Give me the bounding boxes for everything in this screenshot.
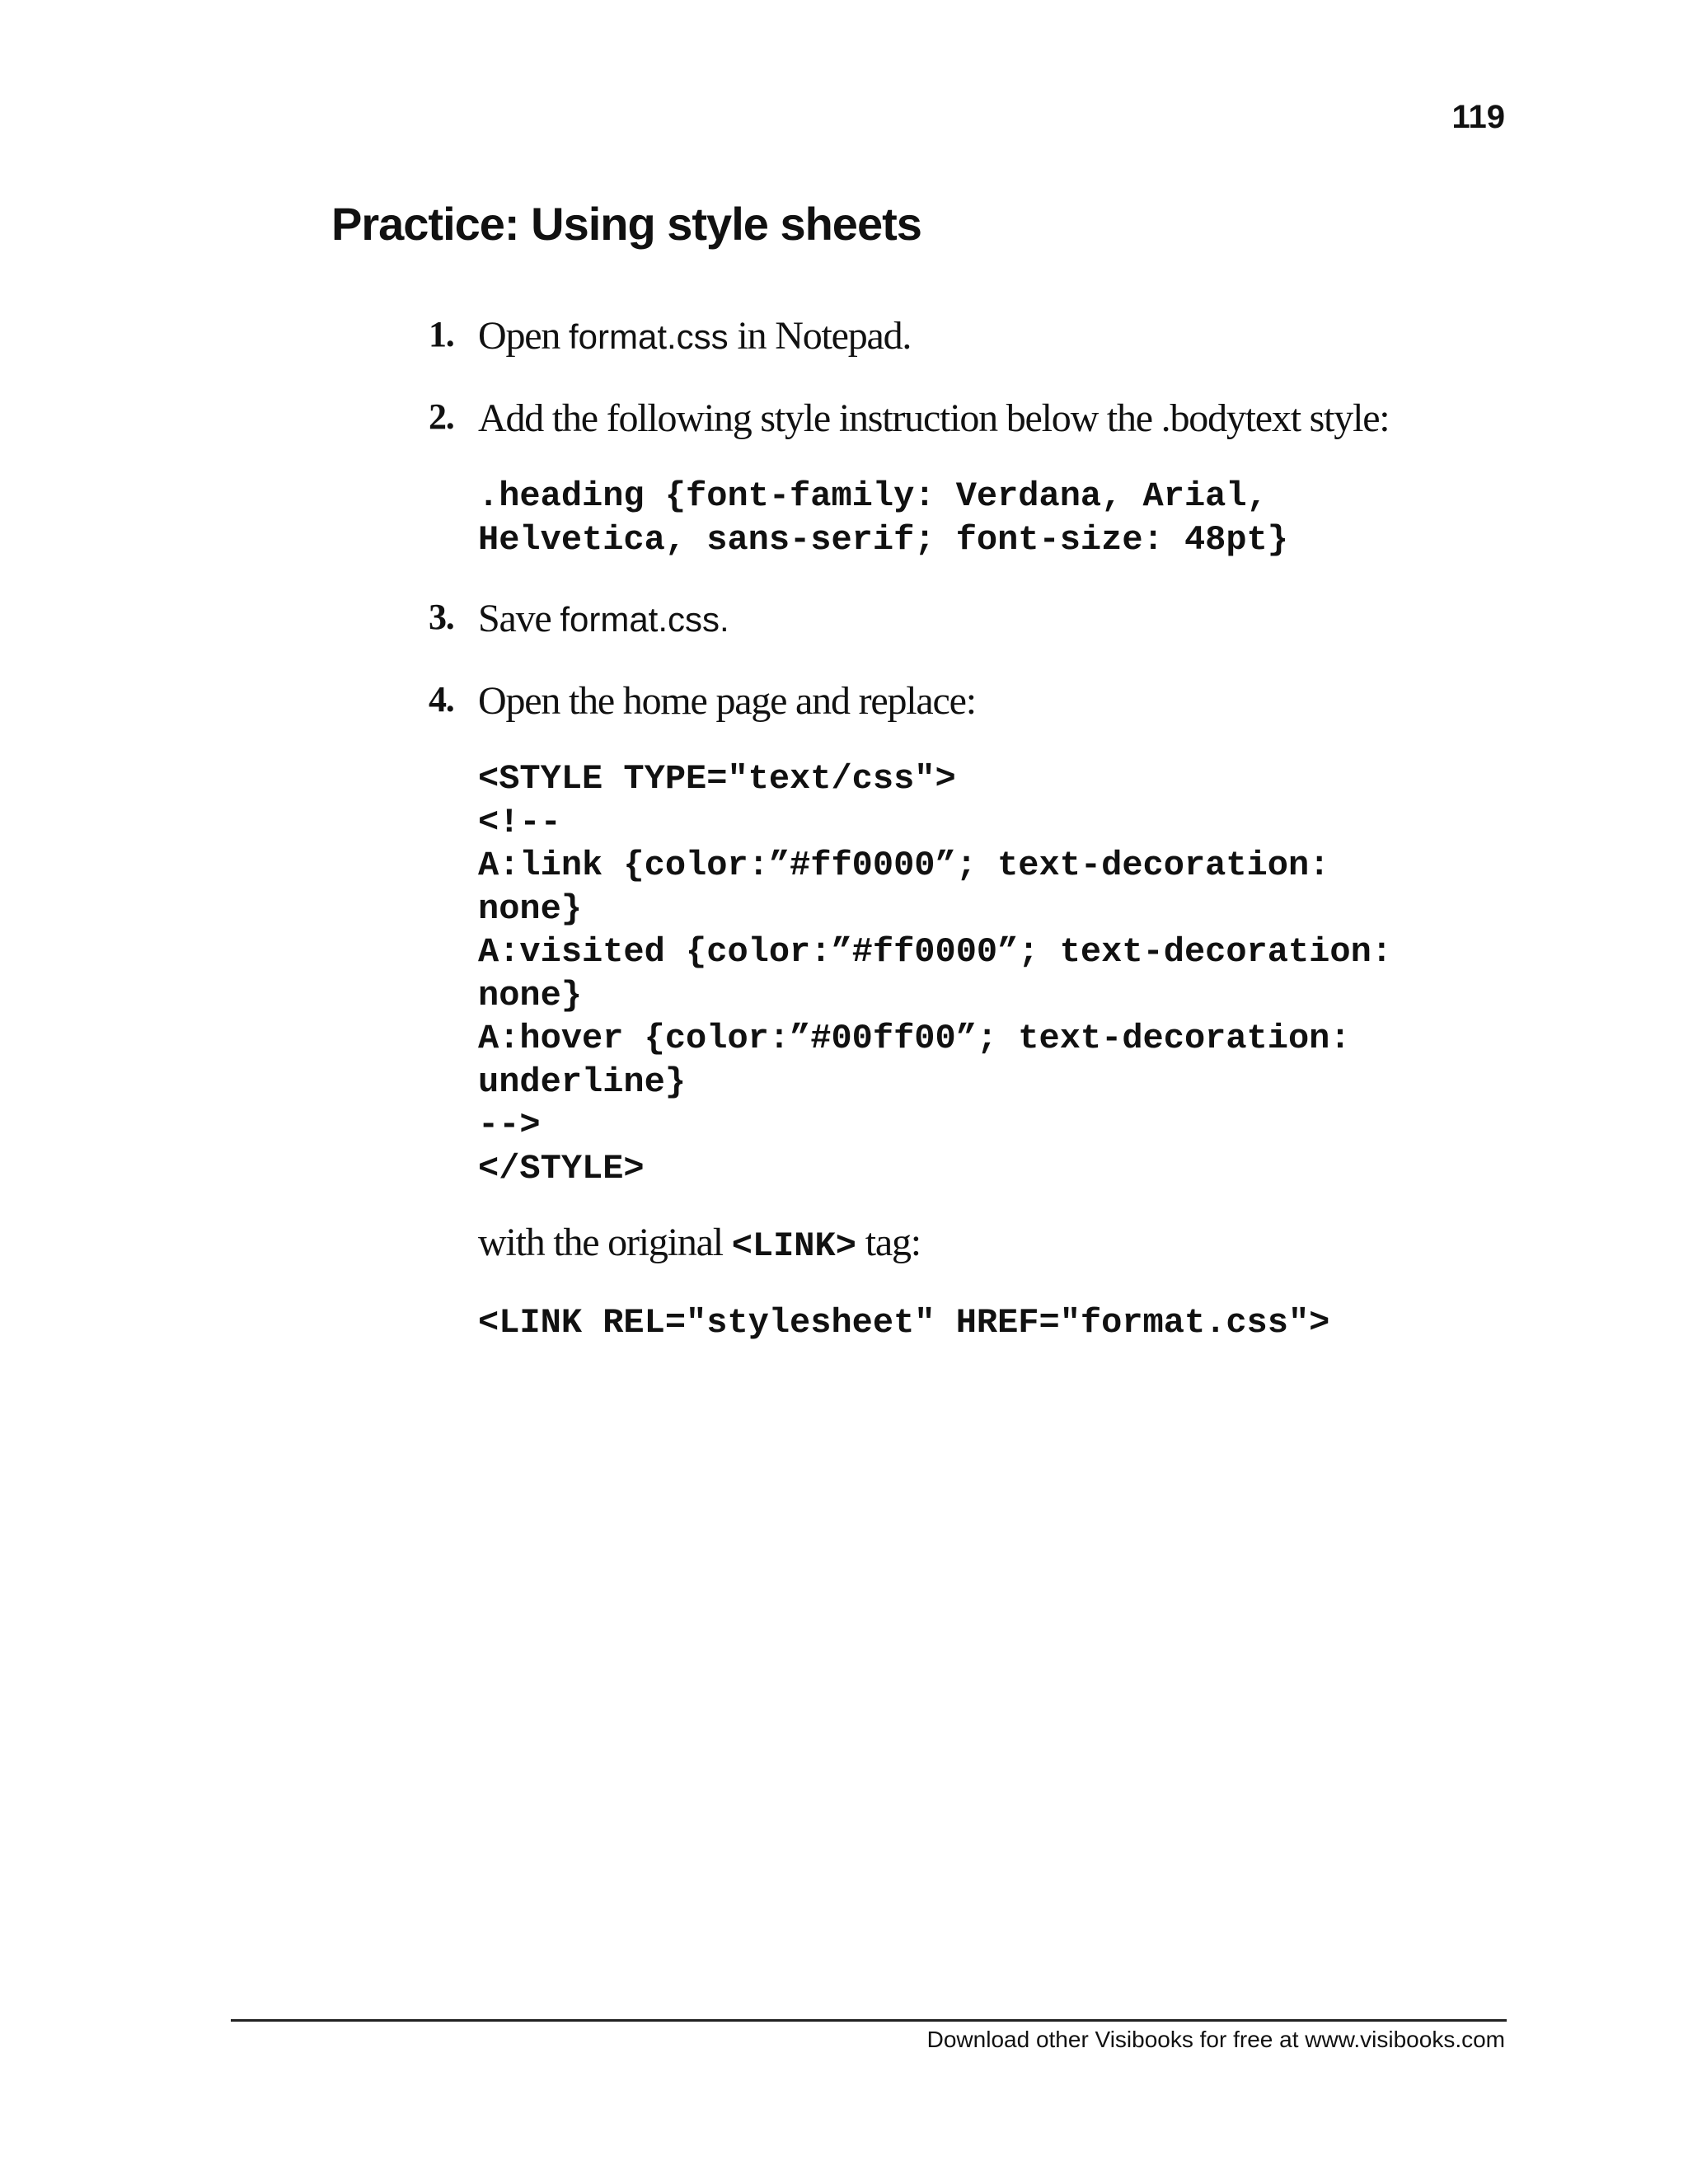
page-number: 119 — [1451, 99, 1505, 135]
filename: format.css. — [560, 600, 729, 639]
page-title: Practice: Using style sheets — [331, 198, 921, 250]
code-line: .heading {font-family: Verdana, Arial, — [478, 476, 1268, 516]
code-line: <LINK REL="stylesheet" HREF="format.css"> — [478, 1302, 1330, 1343]
code-line: underline} — [478, 1062, 687, 1102]
step-4-followup — [478, 1218, 1688, 1268]
step-text: Open — [478, 314, 569, 358]
step-1 — [429, 312, 1688, 361]
step-number: 3. — [429, 597, 454, 637]
step-3 — [429, 594, 1688, 644]
code-line: </STYLE> — [478, 1148, 645, 1188]
code-line: <STYLE TYPE="text/css"> — [478, 759, 956, 799]
step-text: Open the home page and replace: — [478, 679, 976, 723]
footer-rule — [231, 2019, 1507, 2022]
step-number: 2. — [429, 396, 454, 437]
code-line: <!-- — [478, 802, 561, 842]
step-4 — [429, 677, 1688, 726]
code-line: A:hover {color:”#00ff00”; text-decoration: — [478, 1019, 1351, 1058]
step-text: with the original — [478, 1221, 732, 1264]
filename: format.css — [568, 317, 729, 356]
code-block-style-tag — [478, 757, 1688, 1190]
step-text: tag: — [856, 1221, 921, 1264]
step-text: in Notepad. — [728, 314, 912, 358]
code-line: none} — [478, 975, 583, 1015]
inline-code-link-tag: <LINK> — [731, 1226, 856, 1266]
step-text: Add the following style instruction below the .bodytext style: — [478, 396, 1390, 440]
step-2 — [429, 394, 1688, 443]
steps-list — [0, 312, 1688, 1344]
code-line: none} — [478, 888, 583, 929]
code-line: --> — [478, 1105, 541, 1145]
step-text: Save — [478, 597, 560, 640]
code-line: A:visited {color:”#ff0000”; text-decoration: — [478, 932, 1392, 972]
step-number: 1. — [429, 314, 454, 354]
code-line: A:link {color:”#ff0000”; text-decoration: — [478, 846, 1330, 885]
code-block-link-tag — [478, 1301, 1688, 1345]
code-block-heading-style — [478, 475, 1688, 561]
step-number: 4. — [429, 679, 454, 719]
code-line: Helvetica, sans-serif; font-size: 48pt} — [478, 519, 1288, 560]
footer-text: Download other Visibooks for free at www.visibooks.com — [926, 2027, 1505, 2052]
